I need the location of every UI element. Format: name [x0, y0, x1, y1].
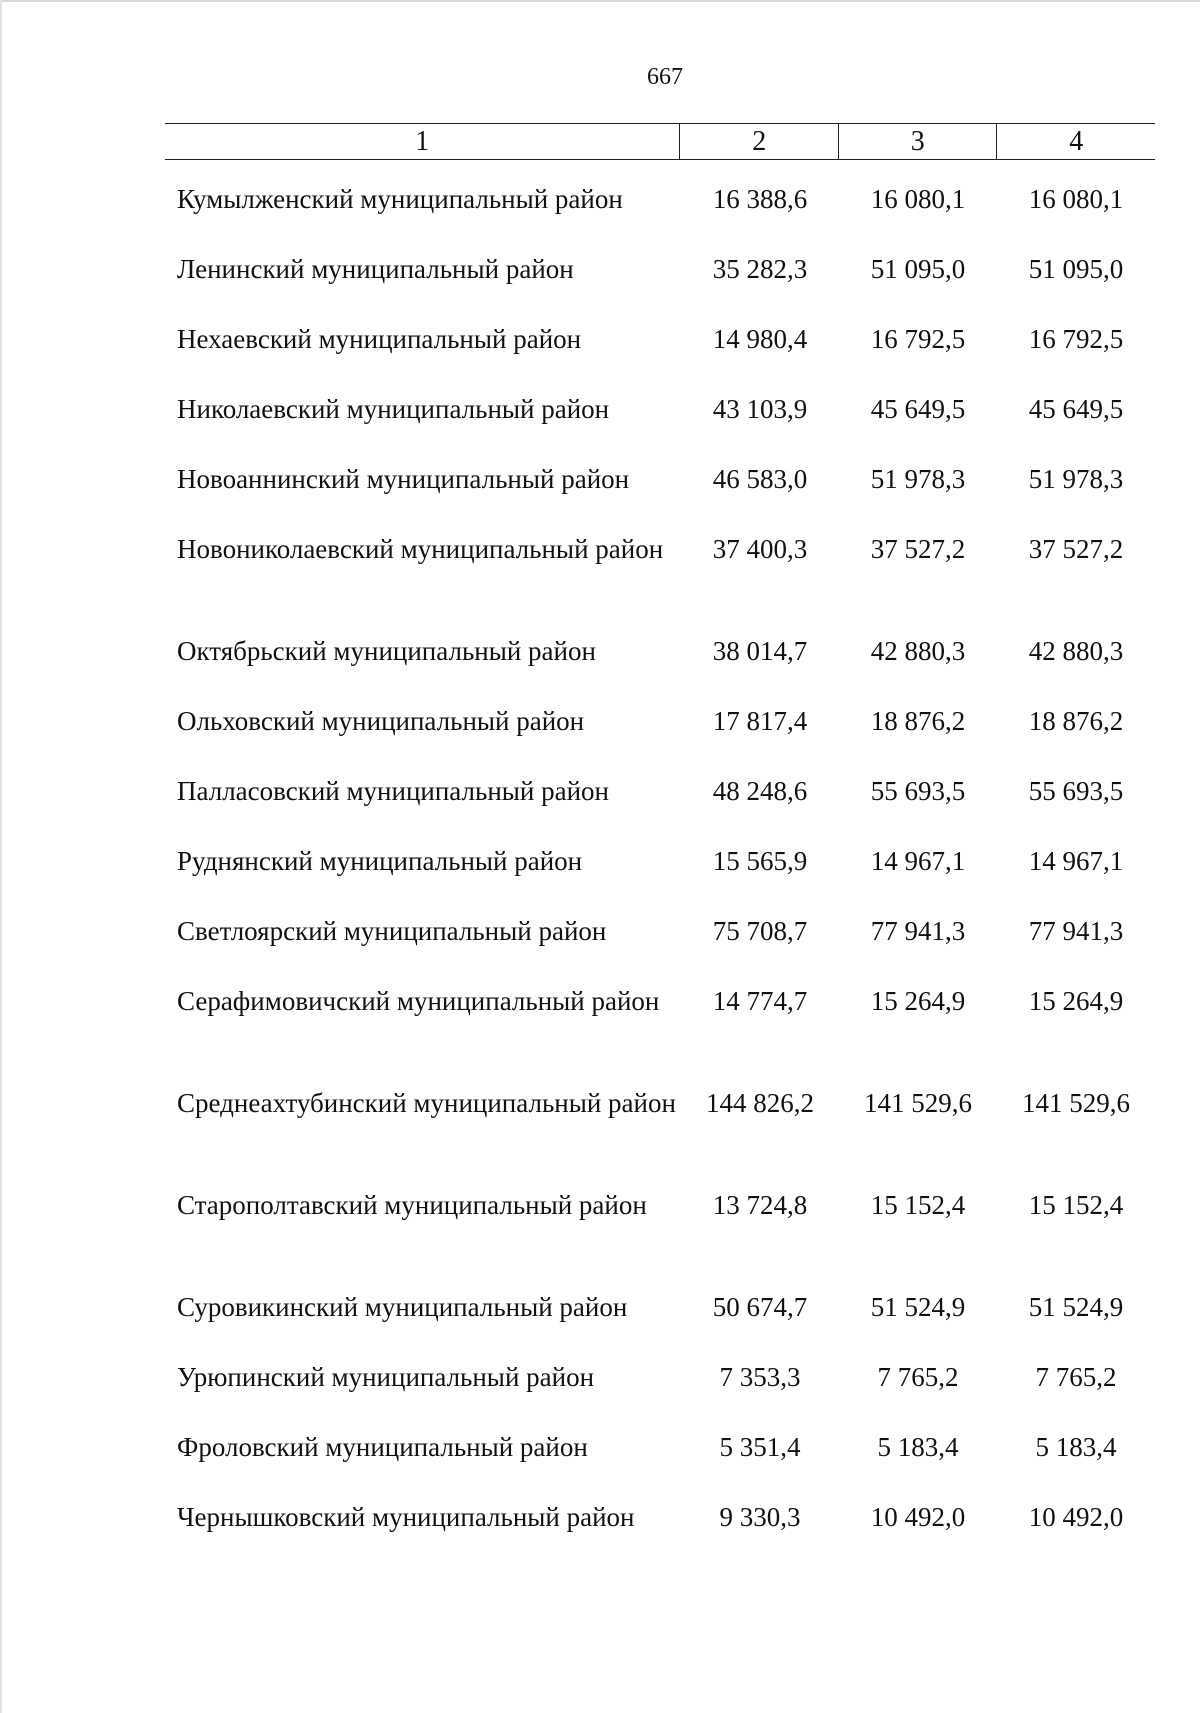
value-col-3: 18 876,2: [870, 706, 966, 736]
table-row: [165, 635, 1155, 705]
district-name: Палласовский муниципальный район: [177, 776, 609, 806]
value-col-4: 45 649,5: [1028, 394, 1124, 424]
value-col-2: 9 330,3: [719, 1502, 801, 1532]
table-row: [165, 705, 1155, 775]
header-col-2: 2: [680, 124, 839, 159]
value-col-4: 55 693,5: [1028, 776, 1124, 806]
value-col-2: 75 708,7: [712, 916, 808, 946]
table-row: [165, 1501, 1155, 1571]
table-row: [165, 845, 1155, 915]
header-col-4: 4: [1069, 126, 1084, 157]
district-name: Суровикинский муниципальный район: [177, 1292, 628, 1322]
district-name: Ольховский муниципальный район: [177, 706, 585, 736]
value-col-2: 14 980,4: [712, 324, 808, 354]
value-col-4: 16 080,1: [1028, 184, 1124, 214]
table-header-row: [165, 123, 1155, 160]
value-col-3: 7 765,2: [877, 1362, 959, 1392]
district-name: Октябрьский муниципальный район: [177, 636, 596, 666]
value-col-2: 7 353,3: [719, 1362, 801, 1392]
table-row: [165, 1189, 1155, 1291]
value-col-4: 51 524,9: [1028, 1292, 1124, 1322]
value-col-2: 35 282,3: [712, 254, 808, 284]
value-col-2: 50 674,7: [712, 1292, 808, 1322]
value-col-3: 15 264,9: [870, 986, 966, 1016]
district-name: Светлоярский муниципальный район: [177, 916, 607, 946]
table-row: [165, 183, 1155, 253]
value-col-4: 77 941,3: [1028, 916, 1124, 946]
header-col-1: 1: [165, 124, 680, 159]
district-name: Нехаевский муниципальный район: [177, 324, 582, 354]
table-row: [165, 253, 1155, 323]
value-col-2: 144 826,2: [706, 1088, 814, 1118]
table-row: [165, 1361, 1155, 1431]
value-col-3: 51 095,0: [870, 254, 966, 284]
table-body: [165, 183, 1155, 1571]
district-name: Старополтавский муниципальный район: [177, 1190, 647, 1220]
table-row: [165, 463, 1155, 533]
value-col-4: 7 765,2: [1035, 1362, 1117, 1392]
page-number: 667: [647, 64, 683, 90]
value-col-3: 141 529,6: [864, 1088, 972, 1118]
district-name: Новониколаевский муниципальный район: [177, 534, 664, 564]
value-col-4: 51 095,0: [1028, 254, 1124, 284]
value-col-2: 5 351,4: [719, 1432, 801, 1462]
value-col-2: 38 014,7: [712, 636, 808, 666]
value-col-4: 141 529,6: [1022, 1088, 1130, 1118]
value-col-2: 13 724,8: [712, 1190, 808, 1220]
value-col-4: 10 492,0: [1028, 1502, 1124, 1532]
table-row: [165, 1431, 1155, 1501]
value-col-2: 16 388,6: [712, 184, 808, 214]
value-col-2: 37 400,3: [712, 534, 808, 564]
value-col-3: 55 693,5: [870, 776, 966, 806]
district-name: Среднеахтубинский муниципальный район: [177, 1088, 676, 1118]
value-col-2: 43 103,9: [712, 394, 808, 424]
scan-edge-top: [0, 0, 1200, 2]
value-col-3: 77 941,3: [870, 916, 966, 946]
table-row: [165, 1291, 1155, 1361]
district-name: Серафимовичский муниципальный район: [177, 986, 660, 1016]
value-col-4: 18 876,2: [1028, 706, 1124, 736]
district-name: Чернышковский муниципальный район: [177, 1502, 635, 1532]
value-col-2: 46 583,0: [712, 464, 808, 494]
value-col-2: 17 817,4: [712, 706, 808, 736]
value-col-3: 51 524,9: [870, 1292, 966, 1322]
scan-edge-left: [0, 0, 2, 1713]
value-col-2: 15 565,9: [712, 846, 808, 876]
value-col-4: 37 527,2: [1028, 534, 1124, 564]
district-name: Новоаннинский муниципальный район: [177, 464, 630, 494]
value-col-3: 51 978,3: [870, 464, 966, 494]
value-col-4: 51 978,3: [1028, 464, 1124, 494]
value-col-2: 48 248,6: [712, 776, 808, 806]
value-col-4: 42 880,3: [1028, 636, 1124, 666]
table-row: [165, 323, 1155, 393]
value-col-3: 37 527,2: [870, 534, 966, 564]
table-row: [165, 533, 1155, 635]
table-row: [165, 393, 1155, 463]
table-row: [165, 915, 1155, 985]
value-col-3: 42 880,3: [870, 636, 966, 666]
value-col-3: 16 792,5: [870, 324, 966, 354]
value-col-4: 15 152,4: [1028, 1190, 1124, 1220]
table-row: [165, 985, 1155, 1087]
value-col-3: 16 080,1: [870, 184, 966, 214]
district-name: Урюпинский муниципальный район: [177, 1362, 595, 1392]
table-row: [165, 775, 1155, 845]
value-col-4: 16 792,5: [1028, 324, 1124, 354]
district-name: Руднянский муниципальный район: [177, 846, 583, 876]
value-col-4: 15 264,9: [1028, 986, 1124, 1016]
value-col-3: 10 492,0: [870, 1502, 966, 1532]
value-col-4: 5 183,4: [1035, 1432, 1117, 1462]
table-row: [165, 1087, 1155, 1189]
value-col-3: 14 967,1: [870, 846, 966, 876]
district-name: Кумылженский муниципальный район: [177, 184, 623, 214]
header-col-3: 3: [839, 124, 998, 159]
value-col-3: 15 152,4: [870, 1190, 966, 1220]
district-name: Фроловский муниципальный район: [177, 1432, 588, 1462]
district-name: Николаевский муниципальный район: [177, 394, 610, 424]
value-col-2: 14 774,7: [712, 986, 808, 1016]
district-name: Ленинский муниципальный район: [177, 254, 574, 284]
value-col-3: 45 649,5: [870, 394, 966, 424]
value-col-3: 5 183,4: [877, 1432, 959, 1462]
value-col-4: 14 967,1: [1028, 846, 1124, 876]
